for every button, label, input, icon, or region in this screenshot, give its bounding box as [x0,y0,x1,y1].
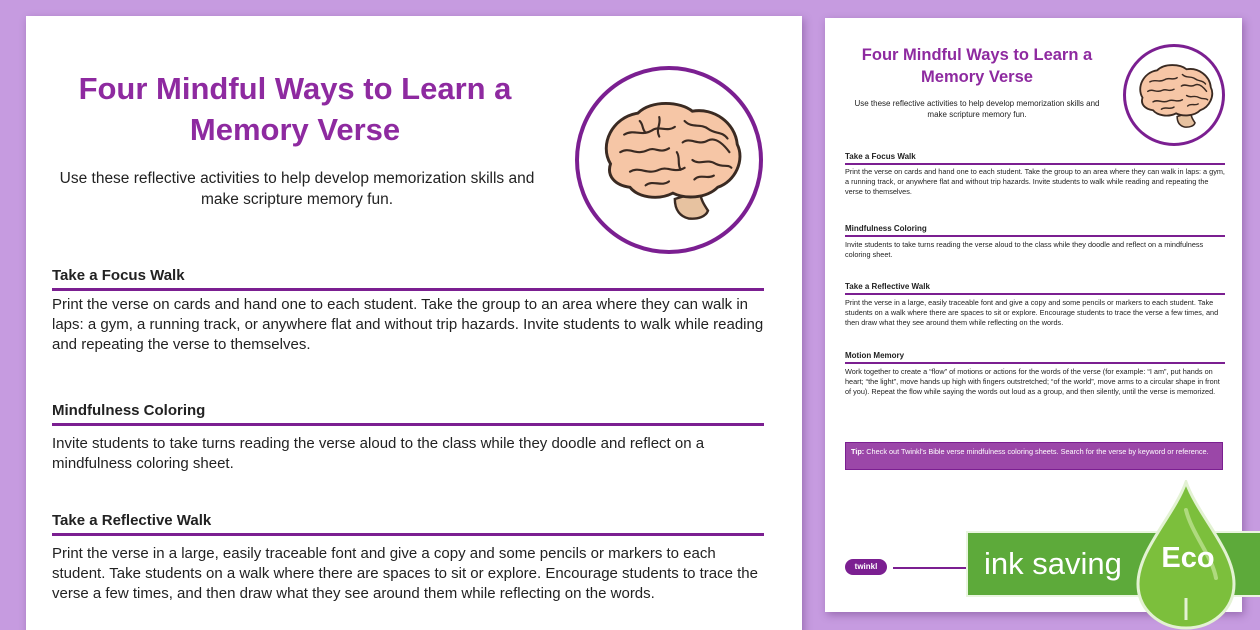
tip-box [845,442,1223,470]
brain-icon [591,94,747,224]
section-divider [52,288,764,291]
section-title-mindfulness-coloring: Mindfulness Coloring [52,402,206,419]
ink-saving-label: ink saving [984,546,1122,581]
preview-section-title: Take a Reflective Walk [845,282,930,291]
section-divider [845,362,1225,364]
section-body-mindfulness-coloring: Invite students to take turns reading the verse aloud to the class while they doodle and reflect on a mindfulness coloring sheet. [52,435,705,472]
preview-brain-illustration [1123,44,1225,146]
preview-section-title: Mindfulness Coloring [845,224,927,233]
section-divider [845,293,1225,295]
document-page-large [26,16,802,630]
preview-section-body: Print the verse in a large, easily traceable font and give a copy and some pencils or markers to each student. Take students on a walk where there are spaces to sit or explore. Encourage students to trace the verse a few times, and then draw what they see around them while reflecting on the words. [845,298,1219,327]
section-title-reflective-walk: Take a Reflective Walk [52,512,212,529]
preview-section-body: Invite students to take turns reading the verse aloud to the class while they doodle and reflect on a mindfulness coloring sheet. [845,240,1204,259]
preview-section-body: Print the verse on cards and hand one to each student. Take the group to an area where they can walk in laps: a gym, a running track, or anywhere flat and without trip hazards. Invite students to walk while reading and repeating the verse to themselves. [845,167,1225,196]
section-divider [845,235,1225,237]
section-title-focus-walk: Take a Focus Walk [52,267,185,284]
preview-subtitle: Use these reflective activities to help develop memorization skills and make scripture memory fun. [854,99,1100,119]
twinkl-logo: twinkl [845,559,887,575]
section-body-focus-walk: Print the verse on cards and hand one to each student. Take the group to an area where they can walk in laps: a gym, a running track, or anywhere flat and without trip hazards. Invite students to walk while reading and repeating the verse to themselves. [52,296,764,353]
section-divider [52,423,764,426]
preview-title: Four Mindful Ways to Learn a Memory Verse [861,46,1093,86]
tip-text: Check out Twinkl's Bible verse mindfulness coloring sheets. Search for the verse by keyword or reference. [866,447,1209,456]
section-body-reflective-walk: Print the verse in a large, easily traceable font and give a copy and some pencils or markers to each student. Take students on a walk where there are spaces to sit or explore. Encourage students to trace the verse a few times, and then draw what they see around them while reflecting on the words. [52,545,758,602]
page-title: Four Mindful Ways to Learn a Memory Verse [78,71,512,147]
section-divider [52,533,764,536]
brain-illustration [575,66,763,254]
preview-section-body: Work together to create a “flow” of motions or actions for the words of the verse (for example: “I am”, put hands on heart; “the light”, move hands up high with fingers outstretched; “of the world”, move arms to a circular shape in front of you). Repeat the flow while saying the words out loud as a group, and then silently, until the verse is memorized. [845,367,1220,396]
preview-section-title: Take a Focus Walk [845,152,916,161]
preview-section-title: Motion Memory [845,351,905,360]
brain-icon [1132,60,1216,130]
section-divider [845,163,1225,165]
page-subtitle: Use these reflective activities to help develop memorization skills and make scripture memory fun. [59,170,535,208]
eco-label: Eco [1161,542,1215,574]
tip-label: Tip: [851,447,865,456]
